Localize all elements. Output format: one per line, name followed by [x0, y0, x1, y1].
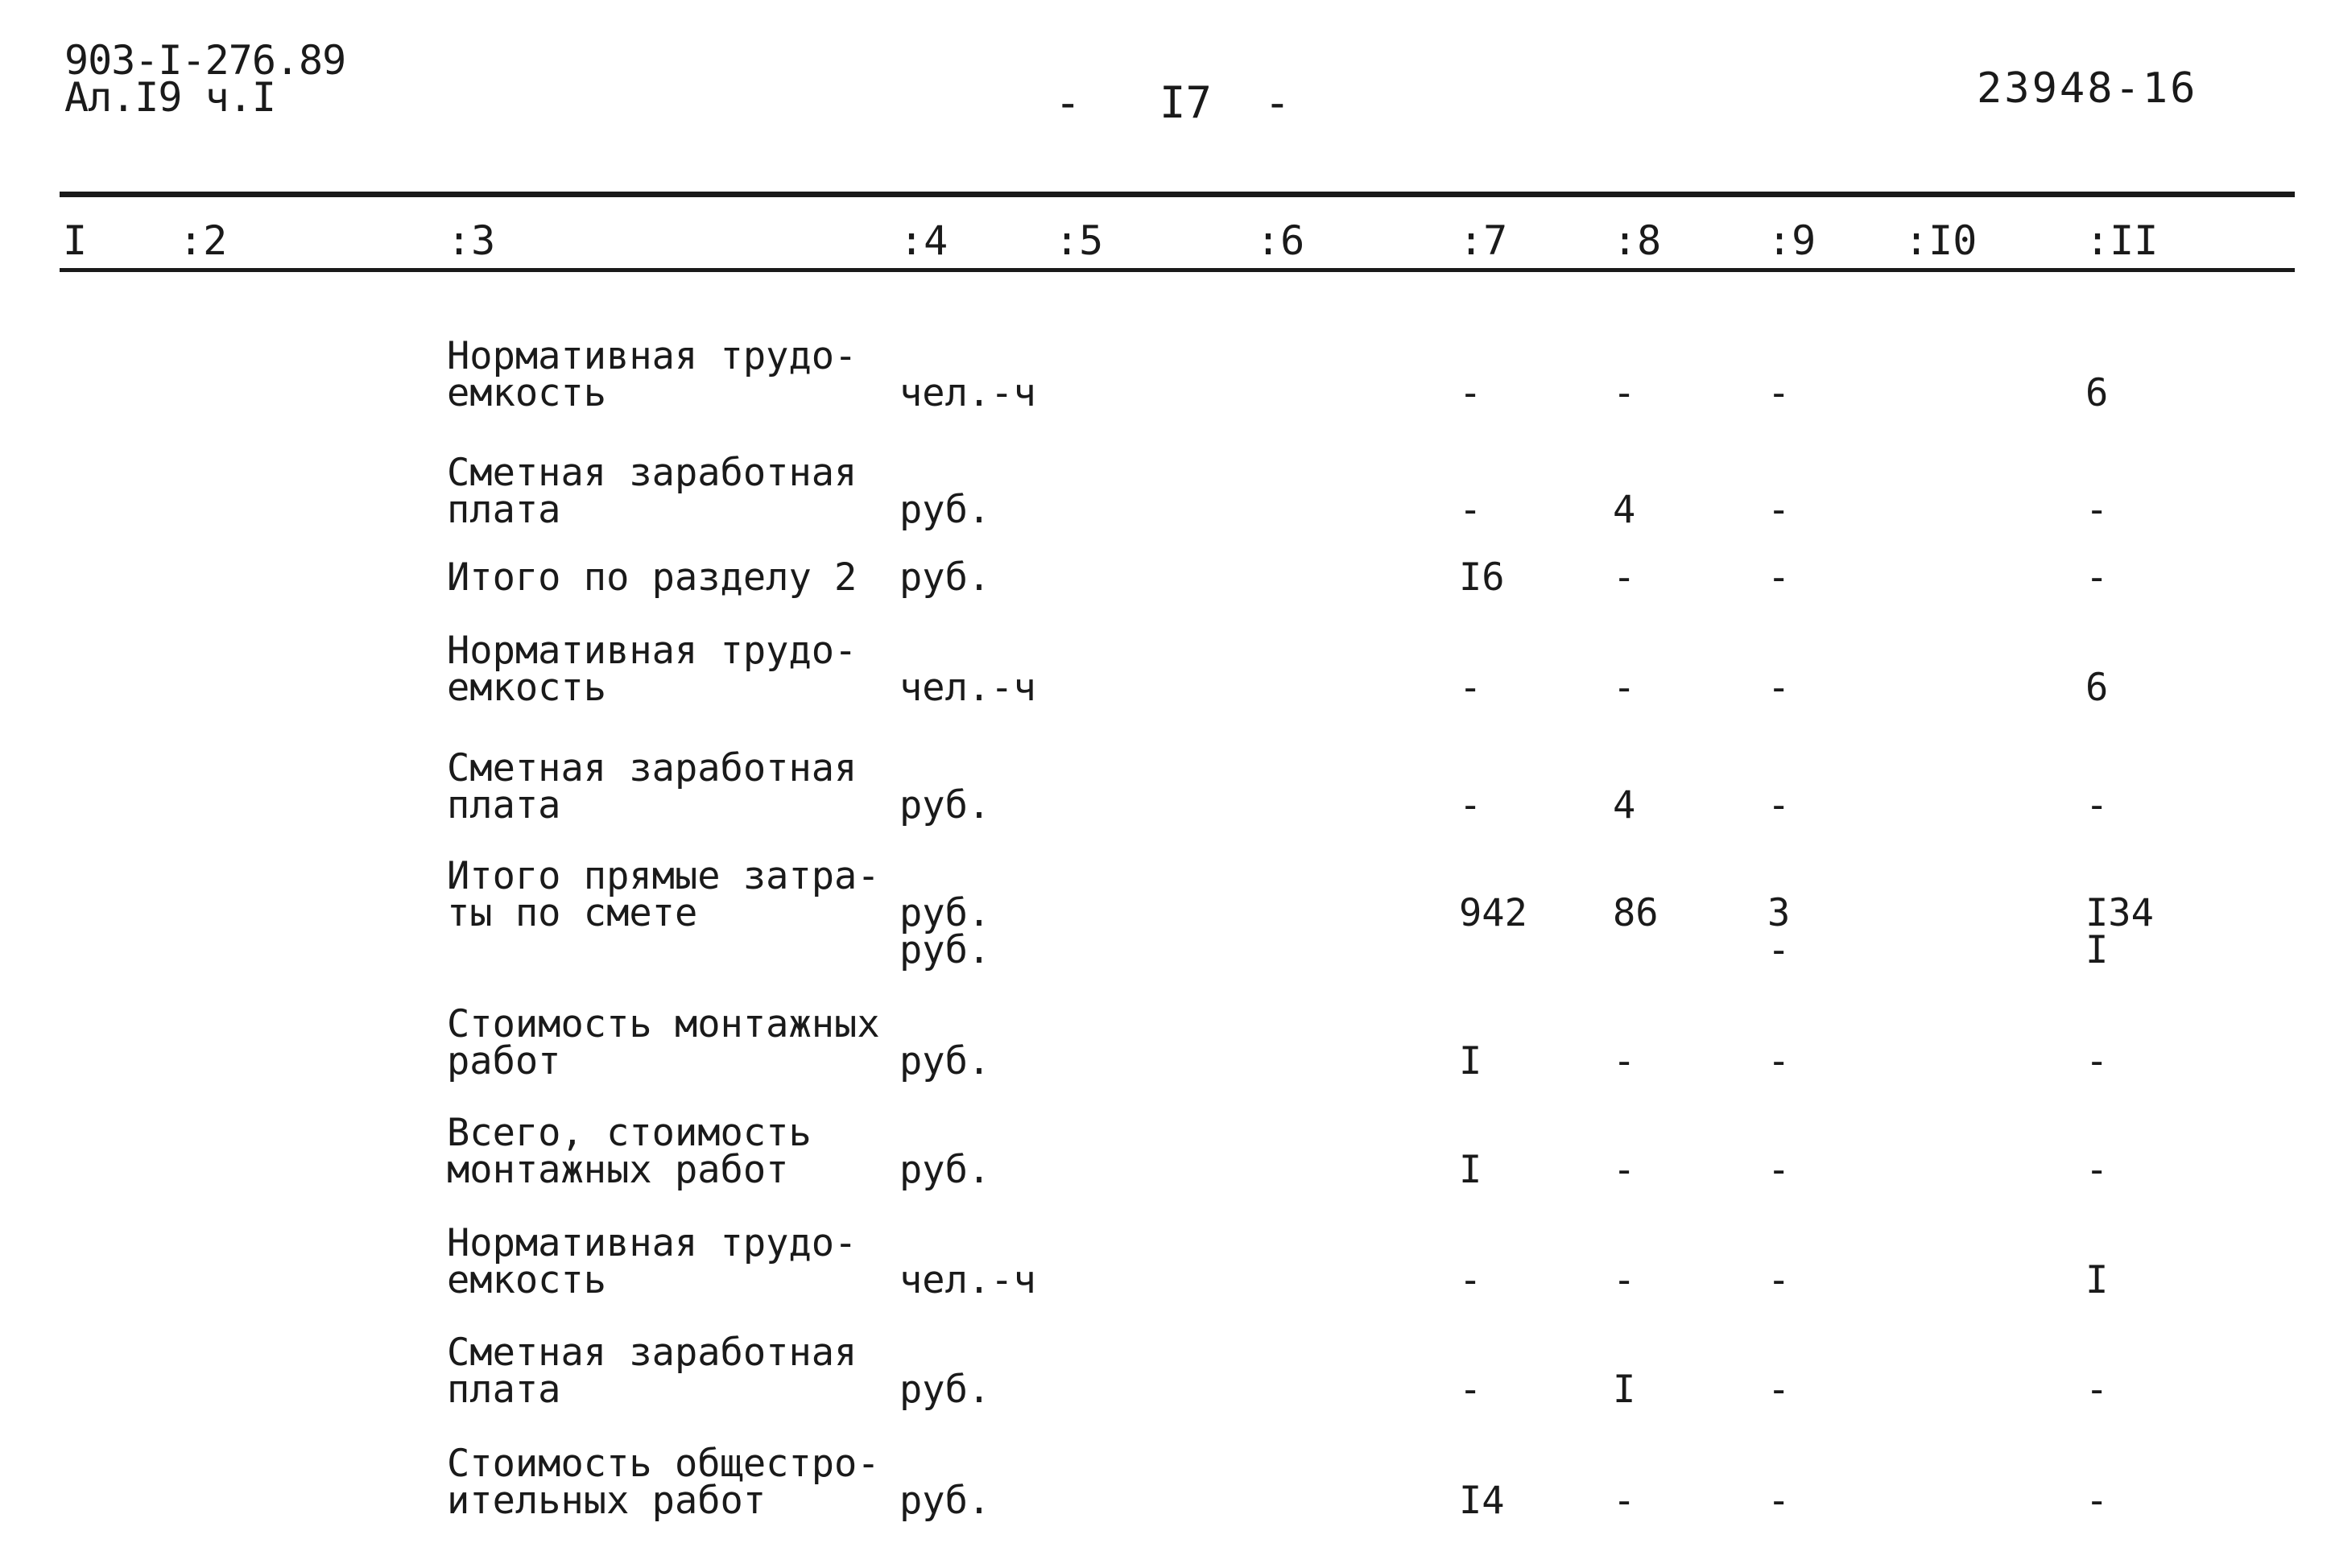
row-value-c7: I [1459, 1039, 1482, 1083]
row-description [447, 1331, 858, 1412]
column-header-8: :8 [1613, 217, 1662, 264]
row-value-c8: - [1613, 1039, 1636, 1083]
row-value-c11: - [2085, 555, 2109, 600]
row-description-line: Сметная заработная [447, 451, 858, 495]
row-value-c11: I [2085, 1258, 2109, 1302]
row-value-c8: - [1613, 666, 1636, 710]
row-description [447, 555, 858, 600]
row-description-line: ты по смете [447, 891, 698, 935]
row-unit: руб. [899, 928, 991, 972]
column-header-5: :5 [1055, 217, 1104, 264]
row-value-c8: 4 [1613, 488, 1636, 532]
row-unit: руб. [899, 783, 991, 827]
column-header-1: I [63, 217, 88, 264]
column-header-6: :6 [1256, 217, 1305, 264]
row-description-line: Всего, стоимость [447, 1111, 812, 1155]
row-description-line: Стоимость общестро- [447, 1442, 880, 1486]
row-value-c7: - [1459, 1258, 1482, 1302]
row-value-c9: - [1767, 783, 1791, 827]
row-unit: руб. [899, 1368, 991, 1412]
row-value-c9: - [1767, 371, 1791, 415]
row-description [447, 1442, 880, 1523]
row-value-c11: 6 [2085, 666, 2109, 710]
row-value-c7: I6 [1459, 555, 1505, 600]
row-value-c11: 6 [2085, 371, 2109, 415]
row-value-c8: - [1613, 1479, 1636, 1523]
row-value-c8: I [1613, 1368, 1636, 1412]
row-value-c9: 3 [1767, 891, 1791, 935]
row-description-line: плата [447, 488, 561, 532]
document-code-line1: 903-I-276.89 [64, 37, 346, 84]
row-value-c7: I [1459, 1148, 1482, 1192]
row-unit: руб. [899, 1148, 991, 1192]
row-description [447, 451, 858, 532]
row-value-c11: - [2085, 488, 2109, 532]
row-description-line: емкость [447, 666, 607, 710]
row-value-c9: - [1767, 1039, 1791, 1083]
row-description-line: работ [447, 1039, 561, 1083]
row-value-c11: - [2085, 1148, 2109, 1192]
row-description [447, 746, 858, 827]
row-value-c11: I [2085, 928, 2109, 972]
row-description-line: Итого прямые затра- [447, 854, 880, 898]
row-description-line: Сметная заработная [447, 746, 858, 790]
row-description [447, 1221, 858, 1302]
row-description [447, 334, 858, 415]
row-value-c7: - [1459, 488, 1482, 532]
page-number: - I7 - [1055, 77, 1291, 128]
row-description [447, 854, 880, 935]
top-rule [60, 192, 2295, 197]
document-number: 23948-16 [1977, 64, 2198, 113]
row-description-line: ительных работ [447, 1479, 767, 1523]
row-description-line: плата [447, 1368, 561, 1412]
row-value-c8: - [1613, 1258, 1636, 1302]
row-value-c9: - [1767, 555, 1791, 600]
row-value-c9: - [1767, 488, 1791, 532]
row-value-c9: - [1767, 928, 1791, 972]
row-unit: руб. [899, 1039, 991, 1083]
row-value-c9: - [1767, 1368, 1791, 1412]
row-description [447, 1111, 812, 1192]
row-value-c7: - [1459, 783, 1482, 827]
row-value-c7: 942 [1459, 891, 1527, 935]
row-unit: чел.-ч [899, 1258, 1036, 1302]
column-header-2: :2 [179, 217, 228, 264]
column-header-11: :II [2085, 217, 2159, 264]
row-value-c11: - [2085, 1039, 2109, 1083]
row-value-c7: - [1459, 1368, 1482, 1412]
column-header-4: :4 [899, 217, 949, 264]
row-description-line: плата [447, 783, 561, 827]
row-description-line: Итого по разделу 2 [447, 555, 858, 600]
row-value-c7: - [1459, 666, 1482, 710]
row-value-c8: - [1613, 1148, 1636, 1192]
row-value-c8: 4 [1613, 783, 1636, 827]
row-description-line: Стоимость монтажных [447, 1002, 880, 1046]
row-value-c8: - [1613, 555, 1636, 600]
row-value-c7: I4 [1459, 1479, 1505, 1523]
row-value-c11: - [2085, 783, 2109, 827]
row-value-c8: - [1613, 371, 1636, 415]
row-value-c9: - [1767, 1258, 1791, 1302]
row-description-line: Нормативная трудо- [447, 1221, 858, 1265]
row-description [447, 629, 858, 710]
row-value-c9: - [1767, 1479, 1791, 1523]
row-description-line: емкость [447, 371, 607, 415]
header-rule [60, 268, 2295, 272]
column-header-10: :I0 [1904, 217, 1978, 264]
row-unit: руб. [899, 488, 991, 532]
column-header-7: :7 [1459, 217, 1508, 264]
row-unit: чел.-ч [899, 666, 1036, 710]
row-value-c11: I34 [2085, 891, 2154, 935]
row-description-line: Нормативная трудо- [447, 629, 858, 673]
row-value-c8: 86 [1613, 891, 1659, 935]
row-value-c9: - [1767, 1148, 1791, 1192]
column-header-9: :9 [1767, 217, 1816, 264]
row-value-c11: - [2085, 1479, 2109, 1523]
row-unit: руб. [899, 555, 991, 600]
row-unit: чел.-ч [899, 371, 1036, 415]
row-description [447, 1002, 880, 1083]
row-description-line: монтажных работ [447, 1148, 789, 1192]
document-code-line2: Ал.I9 ч.I [64, 74, 275, 121]
row-description-line: Сметная заработная [447, 1331, 858, 1375]
document-code [64, 37, 346, 121]
row-description-line: емкость [447, 1258, 607, 1302]
row-value-c7: - [1459, 371, 1482, 415]
row-value-c11: - [2085, 1368, 2109, 1412]
row-unit: руб. [899, 891, 991, 935]
row-unit: руб. [899, 1479, 991, 1523]
column-header-3: :3 [447, 217, 496, 264]
row-description-line: Нормативная трудо- [447, 334, 858, 378]
row-value-c9: - [1767, 666, 1791, 710]
